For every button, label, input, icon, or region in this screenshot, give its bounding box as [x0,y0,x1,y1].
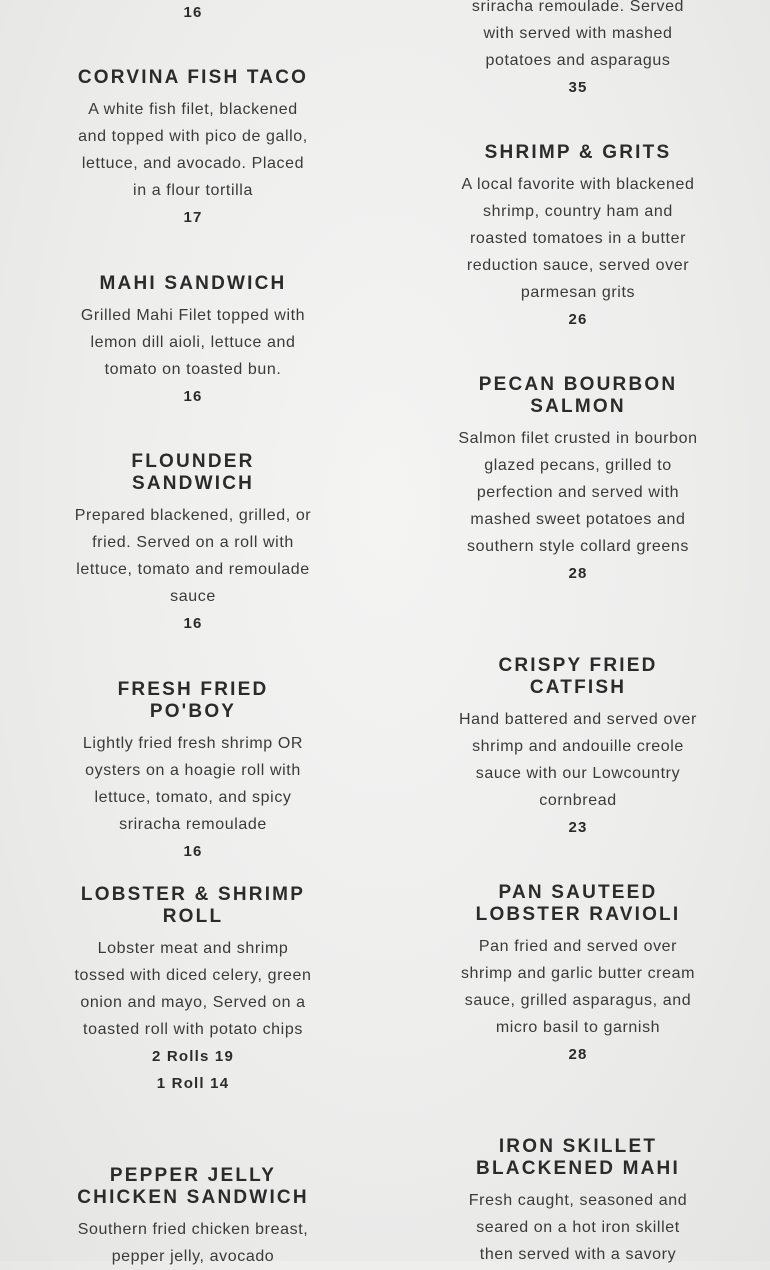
menu-item-corvina-fish-taco [73,67,313,231]
item-title: MAHI SANDWICH [99,273,287,294]
item-price: 17 [183,209,203,226]
item-price: 28 [568,1046,588,1063]
item-description: A local favorite with blackened shrimp, country ham and roasted tomatoes in a butter reduction sauce, served over parmesan grits [461,176,695,301]
item-price: 35 [568,79,588,96]
item-title: FRESH FRIED PO'BOY [117,679,269,722]
item-description: Lightly fried fresh shrimp OR oysters on a hoagie roll with lettuce, tomato, and spicy sriracha remoulade [82,735,304,833]
menu-item-pecan-bourbon-salmon [458,374,698,587]
item-description: Prepared blackened, grilled, or fried. Served on a roll with lettuce, tomato and remoulade sauce [74,507,312,605]
item-description: Pan fried and served over shrimp and garlic butter cream sauce, grilled asparagus, and micro basil to garnish [460,938,696,1036]
menu-item-mahi-sandwich [73,273,313,410]
item-title: IRON SKILLET BLACKENED MAHI [476,1136,680,1179]
item-description: sriracha remoulade. Served with served with mashed potatoes and asparagus [471,0,685,69]
item-description: Lobster meat and shrimp tossed with diced celery, green onion and mayo, Served on a toasted roll with potato chips [74,940,312,1038]
item-description: Salmon filet crusted in bourbon glazed pecans, grilled to perfection and served with mashed sweet potatoes and southern style collard greens [458,430,698,555]
item-title: SHRIMP & GRITS [484,142,672,163]
item-title: CRISPY FRIED CATFISH [498,655,658,698]
menu-item-pepper-jelly-chicken-sandwich [73,1165,313,1270]
item-title: LOBSTER & SHRIMP ROLL [80,884,306,927]
menu-item-lobster-shrimp-roll [73,884,313,1097]
item-title: PAN SAUTEED LOBSTER RAVIOLI [475,882,681,925]
menu-item-crispy-fried-catfish [458,655,698,841]
menu-item-iron-skillet-blackened-mahi [458,1136,698,1268]
item-price: 16 [183,4,203,21]
item-price: 16 [183,615,203,632]
item-price: 26 [568,311,588,328]
menu-item-shrimp-grits [458,142,698,333]
item-title: CORVINA FISH TACO [77,67,309,88]
item-description: Grilled Mahi Filet topped with lemon dill aioli, lettuce and tomato on toasted bun. [80,307,306,378]
item-title: PECAN BOURBON SALMON [478,374,678,417]
item-description: Hand battered and served over shrimp and andouille creole sauce with our Lowcountry cornbread [459,711,697,809]
item-price: 2 Rolls 19 [151,1048,235,1065]
item-description: Fresh caught, seasoned and seared on a hot iron skillet then served with a savory [468,1192,688,1263]
item-price: 16 [183,388,203,405]
item-title: PEPPER JELLY CHICKEN SANDWICH [77,1165,309,1208]
item-description: A white fish filet, blackened and topped with pico de gallo, lettuce, and avocado. Placed in a flour tortilla [78,101,308,199]
menu-item [458,0,698,101]
item-description: Southern fried chicken breast, pepper jelly, avocado [77,1221,309,1265]
item-title: FLOUNDER SANDWICH [131,451,255,494]
menu-item [73,0,313,26]
item-price: 1 Roll 14 [156,1075,230,1092]
menu-item-pan-sauteed-lobster-ravioli [458,882,698,1068]
item-price: 16 [183,843,203,860]
item-price: 23 [568,819,588,836]
menu-item-flounder-sandwich [73,451,313,637]
item-price: 28 [568,565,588,582]
menu-item-fresh-fried-poboy [73,679,313,865]
